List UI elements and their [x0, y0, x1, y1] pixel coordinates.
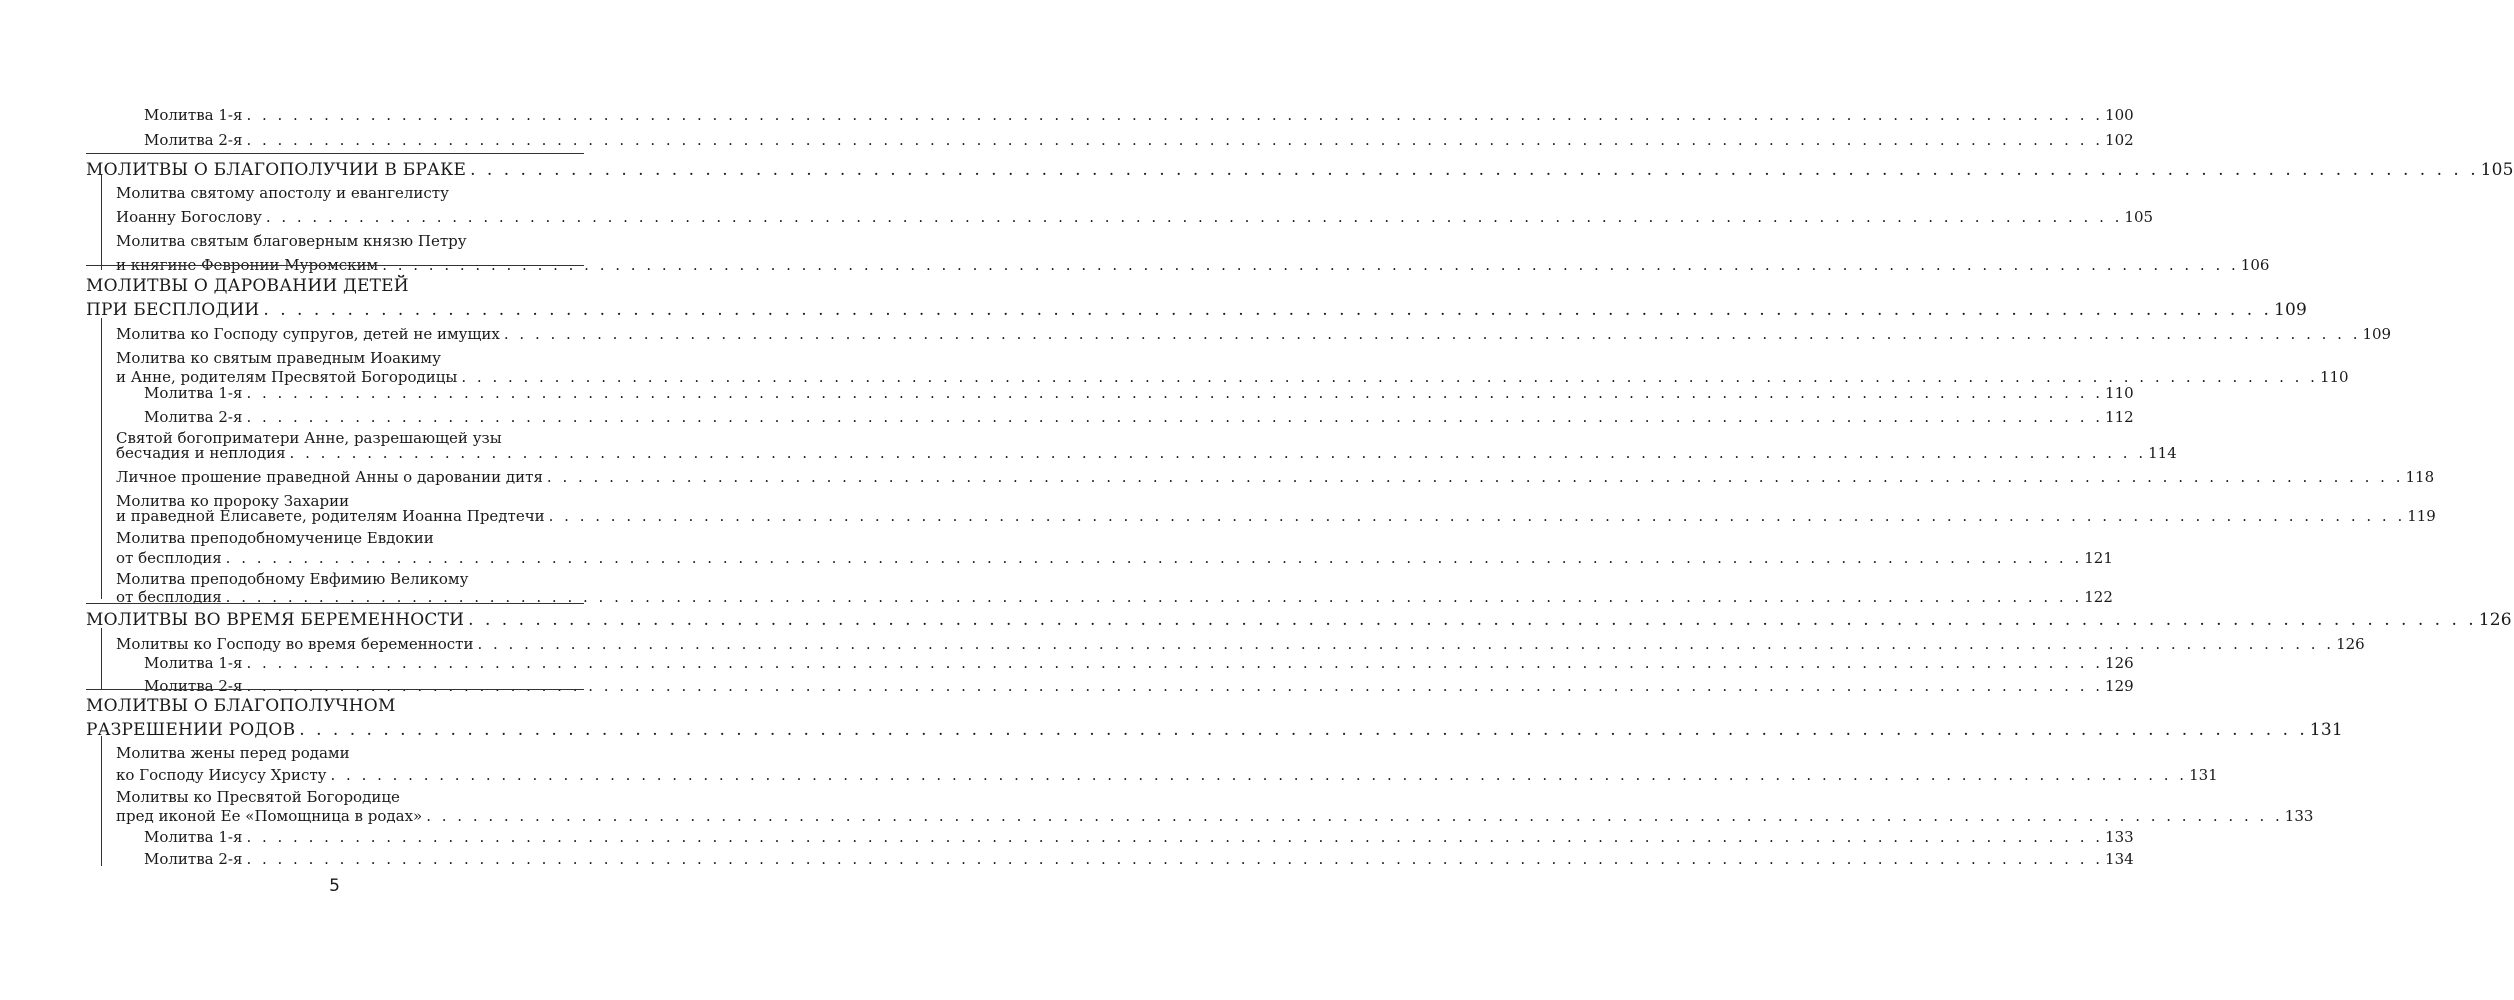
entry-title: Личное прошение праведной Анны о даровании дитя: [116, 468, 543, 486]
toc-line: [116, 572, 564, 587]
dot-leader: . . . . . . . . . . . . . . . . . . . . . . . . . . . . . . . . . . . . . . . . . . . . . . . . . . . . . . . . . . . . . . . . . . . . . . . . . . . . . . . . . . . . . . . . . . . . . . . . . . . . . . . . . . . . . . . . . . . . . . . .: [382, 256, 2239, 274]
entry-title: Молитвы ко Господу во время беременности: [116, 635, 474, 653]
toc-line: [116, 234, 564, 249]
page-ref: 100: [2105, 106, 2134, 124]
toc-line: [116, 208, 2154, 226]
entry-title: пред иконой Ее «Помощница в родах»: [116, 807, 423, 825]
dot-leader: . . . . . . . . . . . . . . . . . . . . . . . . . . . . . . . . . . . . . . . . . . . . . . . . . . . . . . . . . . . . . . . . . . . . . . . . . . . . . . . . . . . . . . . . . . . . . . . . . . . . . . . . . . . . . . . . . . . . . . . .: [246, 106, 2104, 124]
page-ref: 105: [2480, 160, 2514, 180]
toc-line: [116, 507, 2436, 525]
entry-title: и Анне, родителям Пресвятой Богородицы: [116, 368, 458, 386]
page-ref: 112: [2105, 408, 2134, 426]
entry-title: Молитва святому апостолу и евангелисту: [116, 184, 449, 202]
entry-title: Молитва 1-я: [144, 106, 243, 124]
toc-line: [116, 468, 2435, 486]
page-ref: 131: [2309, 720, 2343, 740]
page-ref: 110: [2319, 368, 2349, 386]
entry-title: Молитва 2-я: [144, 408, 243, 426]
page-ref: 121: [2084, 549, 2113, 567]
entry-title: Молитва 1-я: [144, 828, 243, 846]
dot-leader: . . . . . . . . . . . . . . . . . . . . . . . . . . . . . . . . . . . . . . . . . . . . . . . . . . . . . . . . . . . . . . . . . . . . . . . . . . . . . . . . . . . . . . . . . . . . . . . . . . . . . . . . . . . . . . . . . . . . . . . .: [299, 720, 2308, 740]
toc-line: [116, 807, 2314, 825]
entry-title: от бесплодия: [116, 549, 222, 567]
dot-leader: . . . . . . . . . . . . . . . . . . . . . . . . . . . . . . . . . . . . . . . . . . . . . . . . . . . . . . . . . . . . . . . . . . . . . . . . . . . . . . . . . . . . . . . . . . . . . . . . . . . . . . . . . . . . . . . . . . . . . . . .: [265, 208, 2123, 226]
page-ref: 126: [2336, 635, 2365, 653]
dot-leader: . . . . . . . . . . . . . . . . . . . . . . . . . . . . . . . . . . . . . . . . . . . . . . . . . . . . . . . . . . . . . . . . . . . . . . . . . . . . . . . . . . . . . . . . . . . . . . . . . . . . . . . . . . . . . . . . . . . . . . . .: [468, 610, 2477, 630]
dot-leader: . . . . . . . . . . . . . . . . . . . . . . . . . . . . . . . . . . . . . . . . . . . . . . . . . . . . . . . . . . . . . . . . . . . . . . . . . . . . . . . . . . . . . . . . . . . . . . . . . . . . . . . . . . . . . . . . . . . . . . . .: [246, 384, 2104, 402]
entry-title: Иоанну Богослову: [116, 208, 262, 226]
toc-line: [144, 131, 2134, 149]
toc-line: [116, 368, 2349, 386]
toc-line: [86, 160, 2514, 180]
entry-title: МОЛИТВЫ О БЛАГОПОЛУЧНОМ: [86, 696, 396, 716]
dot-leader: . . . . . . . . . . . . . . . . . . . . . . . . . . . . . . . . . . . . . . . . . . . . . . . . . . . . . . . . . . . . . . . . . . . . . . . . . . . . . . . . . . . . . . . . . . . . . . . . . . . . . . . . . . . . . . . . . . . . . . . .: [225, 549, 2083, 567]
entry-title: Молитва ко Господу супругов, детей не имущих: [116, 325, 500, 343]
entry-title: РАЗРЕШЕНИИ РОДОВ: [86, 720, 296, 740]
dot-leader: . . . . . . . . . . . . . . . . . . . . . . . . . . . . . . . . . . . . . . . . . . . . . . . . . . . . . . . . . . . . . . . . . . . . . . . . . . . . . . . . . . . . . . . . . . . . . . . . . . . . . . . . . . . . . . . . . . . . . . . .: [426, 807, 2283, 825]
entry-title: МОЛИТВЫ ВО ВРЕМЯ БЕРЕМЕННОСТИ: [86, 610, 465, 630]
toc-line: [86, 610, 2512, 630]
dot-leader: . . . . . . . . . . . . . . . . . . . . . . . . . . . . . . . . . . . . . . . . . . . . . . . . . . . . . . . . . . . . . . . . . . . . . . . . . . . . . . . . . . . . . . . . . . . . . . . . . . . . . . . . . . . . . . . . . . . . . . . .: [225, 588, 2083, 606]
entry-title: Молитва преподобномученице Евдокии: [116, 529, 434, 547]
dot-leader: . . . . . . . . . . . . . . . . . . . . . . . . . . . . . . . . . . . . . . . . . . . . . . . . . . . . . . . . . . . . . . . . . . . . . . . . . . . . . . . . . . . . . . . . . . . . . . . . . . . . . . . . . . . . . . . . . . . . . . . .: [246, 131, 2104, 149]
page-ref: 109: [2273, 300, 2307, 320]
dot-leader: . . . . . . . . . . . . . . . . . . . . . . . . . . . . . . . . . . . . . . . . . . . . . . . . . . . . . . . . . . . . . . . . . . . . . . . . . . . . . . . . . . . . . . . . . . . . . . . . . . . . . . . . . . . . . . . . . . . . . . . .: [470, 160, 2479, 180]
toc-line: [116, 635, 2365, 653]
entry-title: бесчадия и неплодия: [116, 444, 286, 462]
toc-line: [86, 300, 2307, 320]
entry-title: Святой богоприматери Анне, разрешающей узы: [116, 429, 502, 447]
page-ref: 126: [2478, 610, 2512, 630]
entry-title: Молитва преподобному Евфимию Великому: [116, 570, 469, 588]
entry-title: и праведной Елисавете, родителям Иоанна Предтечи: [116, 507, 545, 525]
section-bracket-line: [101, 318, 102, 599]
toc-line: [144, 828, 2134, 846]
page-ref: 131: [2189, 766, 2218, 784]
dot-leader: . . . . . . . . . . . . . . . . . . . . . . . . . . . . . . . . . . . . . . . . . . . . . . . . . . . . . . . . . . . . . . . . . . . . . . . . . . . . . . . . . . . . . . . . . . . . . . . . . . . . . . . . . . . . . . . . . . . . . . . .: [263, 300, 2272, 320]
entry-title: от бесплодия: [116, 588, 222, 606]
entry-title: Молитва 1-я: [144, 384, 243, 402]
entry-title: Молитвы ко Пресвятой Богородице: [116, 788, 400, 806]
entry-title: МОЛИТВЫ О БЛАГОПОЛУЧИИ В БРАКЕ: [86, 160, 467, 180]
dot-leader: . . . . . . . . . . . . . . . . . . . . . . . . . . . . . . . . . . . . . . . . . . . . . . . . . . . . . . . . . . . . . . . . . . . . . . . . . . . . . . . . . . . . . . . . . . . . . . . . . . . . . . . . . . . . . . . . . . . . . . . .: [330, 766, 2188, 784]
entry-title: Молитва ко пророку Захарии: [116, 492, 350, 510]
section-divider: [86, 153, 584, 154]
page-ref: 109: [2362, 325, 2392, 343]
toc-line: [116, 444, 2177, 462]
toc-line: [144, 850, 2134, 868]
dot-leader: . . . . . . . . . . . . . . . . . . . . . . . . . . . . . . . . . . . . . . . . . . . . . . . . . . . . . . . . . . . . . . . . . . . . . . . . . . . . . . . . . . . . . . . . . . . . . . . . . . . . . . . . . . . . . . . . . . . . . . . .: [289, 444, 2147, 462]
toc-line: [86, 720, 2343, 740]
section-bracket-line: [101, 736, 102, 866]
section-divider: [86, 265, 584, 266]
entry-title: ПРИ БЕСПЛОДИИ: [86, 300, 260, 320]
entry-title: МОЛИТВЫ О ДАРОВАНИИ ДЕТЕЙ: [86, 276, 409, 296]
page-ref: 102: [2105, 131, 2134, 149]
toc-line: [116, 325, 2392, 343]
page-ref: 118: [2405, 468, 2435, 486]
toc-line: [116, 790, 564, 805]
page-number: 5: [329, 876, 340, 896]
entry-title: Молитва 2-я: [144, 677, 243, 695]
dot-leader: . . . . . . . . . . . . . . . . . . . . . . . . . . . . . . . . . . . . . . . . . . . . . . . . . . . . . . . . . . . . . . . . . . . . . . . . . . . . . . . . . . . . . . . . . . . . . . . . . . . . . . . . . . . . . . . . . . . . . . . .: [546, 468, 2404, 486]
toc-line: [116, 746, 564, 761]
toc-line: [86, 278, 564, 295]
entry-title: Молитва ко святым праведным Иоакиму: [116, 349, 441, 367]
page-ref: 114: [2148, 444, 2177, 462]
entry-title: Молитва 2-я: [144, 850, 243, 868]
section-bracket-line: [101, 174, 102, 270]
page-ref: 106: [2240, 256, 2270, 274]
entry-title: Молитва святым благоверным князю Петру: [116, 232, 467, 250]
page-ref: 129: [2105, 677, 2134, 695]
section-bracket-line: [101, 628, 102, 690]
toc-line: [144, 408, 2134, 426]
page-ref: 126: [2105, 654, 2134, 672]
entry-title: Молитва жены перед родами: [116, 744, 350, 762]
entry-title: ко Господу Иисусу Христу: [116, 766, 327, 784]
toc-line: [116, 186, 564, 201]
dot-leader: . . . . . . . . . . . . . . . . . . . . . . . . . . . . . . . . . . . . . . . . . . . . . . . . . . . . . . . . . . . . . . . . . . . . . . . . . . . . . . . . . . . . . . . . . . . . . . . . . . . . . . . . . . . . . . . . . . . . . . . .: [246, 654, 2104, 672]
page-ref: 133: [2284, 807, 2314, 825]
dot-leader: . . . . . . . . . . . . . . . . . . . . . . . . . . . . . . . . . . . . . . . . . . . . . . . . . . . . . . . . . . . . . . . . . . . . . . . . . . . . . . . . . . . . . . . . . . . . . . . . . . . . . . . . . . . . . . . . . . . . . . . .: [461, 368, 2318, 386]
toc-line: [116, 351, 564, 366]
toc-line: [116, 531, 564, 546]
toc-line: [144, 106, 2134, 124]
page-ref: 105: [2124, 208, 2154, 226]
dot-leader: . . . . . . . . . . . . . . . . . . . . . . . . . . . . . . . . . . . . . . . . . . . . . . . . . . . . . . . . . . . . . . . . . . . . . . . . . . . . . . . . . . . . . . . . . . . . . . . . . . . . . . . . . . . . . . . . . . . . . . . .: [503, 325, 2361, 343]
entry-title: и княгине Февронии Муромским: [116, 256, 379, 274]
toc-line: [116, 766, 2218, 784]
dot-leader: . . . . . . . . . . . . . . . . . . . . . . . . . . . . . . . . . . . . . . . . . . . . . . . . . . . . . . . . . . . . . . . . . . . . . . . . . . . . . . . . . . . . . . . . . . . . . . . . . . . . . . . . . . . . . . . . . . . . . . . .: [548, 507, 2406, 525]
section-divider: [86, 689, 584, 690]
toc-line: [116, 549, 2113, 567]
dot-leader: . . . . . . . . . . . . . . . . . . . . . . . . . . . . . . . . . . . . . . . . . . . . . . . . . . . . . . . . . . . . . . . . . . . . . . . . . . . . . . . . . . . . . . . . . . . . . . . . . . . . . . . . . . . . . . . . . . . . . . . .: [246, 850, 2104, 868]
page-ref: 133: [2105, 828, 2134, 846]
page-ref: 134: [2105, 850, 2134, 868]
dot-leader: . . . . . . . . . . . . . . . . . . . . . . . . . . . . . . . . . . . . . . . . . . . . . . . . . . . . . . . . . . . . . . . . . . . . . . . . . . . . . . . . . . . . . . . . . . . . . . . . . . . . . . . . . . . . . . . . . . . . . . . .: [477, 635, 2335, 653]
page-ref: 110: [2105, 384, 2134, 402]
dot-leader: . . . . . . . . . . . . . . . . . . . . . . . . . . . . . . . . . . . . . . . . . . . . . . . . . . . . . . . . . . . . . . . . . . . . . . . . . . . . . . . . . . . . . . . . . . . . . . . . . . . . . . . . . . . . . . . . . . . . . . . .: [246, 828, 2104, 846]
toc-line: [144, 654, 2134, 672]
toc-line: [144, 384, 2134, 402]
dot-leader: . . . . . . . . . . . . . . . . . . . . . . . . . . . . . . . . . . . . . . . . . . . . . . . . . . . . . . . . . . . . . . . . . . . . . . . . . . . . . . . . . . . . . . . . . . . . . . . . . . . . . . . . . . . . . . . . . . . . . . . .: [246, 408, 2104, 426]
toc-line: [86, 698, 564, 715]
section-divider: [86, 603, 584, 604]
entry-title: Молитва 1-я: [144, 654, 243, 672]
entry-title: Молитва 2-я: [144, 131, 243, 149]
dot-leader: . . . . . . . . . . . . . . . . . . . . . . . . . . . . . . . . . . . . . . . . . . . . . . . . . . . . . . . . . . . . . . . . . . . . . . . . . . . . . . . . . . . . . . . . . . . . . . . . . . . . . . . . . . . . . . . . . . . . . . . .: [246, 677, 2104, 695]
page-ref: 119: [2407, 507, 2436, 525]
toc-line: [144, 677, 2134, 695]
page-ref: 122: [2084, 588, 2113, 606]
